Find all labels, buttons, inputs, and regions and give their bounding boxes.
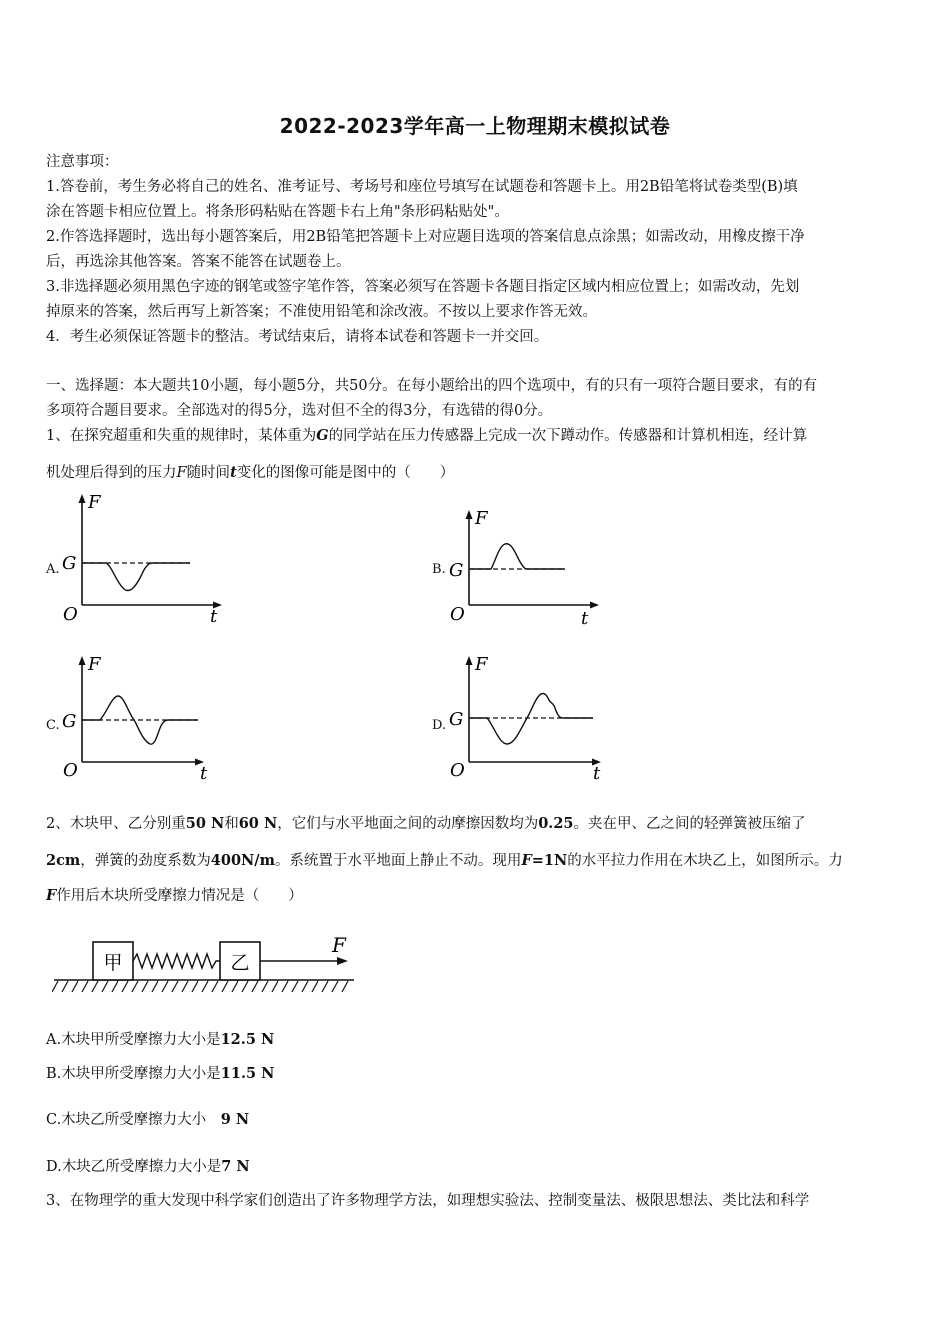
q1-c-y-label: F <box>88 654 101 675</box>
q2-line-3: F作用后木块所受摩擦力情况是（ ） <box>46 887 303 904</box>
q1-a-g-label: G <box>62 553 77 574</box>
q2-line-1: 2、木块甲、乙分别重50 N和60 N，它们与水平地面之间的动摩擦因数均为0.25。夹在甲、乙之间的轻弹簧被压缩了 <box>46 815 806 832</box>
q1-b-x-label: t <box>581 608 589 627</box>
q1-c-origin: O <box>63 760 78 781</box>
notice-line-6: 掉原来的答案，然后再写上新答案；不准使用铅笔和涂改液。不按以上要求作答无效。 <box>46 304 597 320</box>
notice-heading: 注意事项： <box>46 154 119 170</box>
notice-line-3: 2.作答选择题时，选出每小题答案后，用2B铅笔把答题卡上对应题目选项的答案信息点涂黑；如需改动，用橡皮擦干净 <box>46 229 805 245</box>
notice-line-4: 后，再选涂其他答案。答案不能答在试题卷上。 <box>46 254 351 270</box>
force-label: F <box>332 933 346 957</box>
q1-a-origin: O <box>63 604 78 625</box>
section-1-line-2: 多项符合题目要求。全部选对的得5分，选对但不全的得3分，有选错的得0分。 <box>46 403 553 419</box>
q3-line-1: 3、在物理学的重大发现中科学家们创造出了许多物理学方法，如理想实验法、控制变量法、极限思想法、类比法和科学 <box>46 1193 810 1209</box>
q2-figure <box>52 930 362 996</box>
q1-option-a-graph <box>58 490 228 625</box>
q1-line-1: 1、在探究超重和失重的规律时，某体重为G的同学站在压力传感器上完成一次下蹲动作。传感器和计算机相连，经计算 <box>46 427 808 444</box>
q1-d-y-label: F <box>475 654 488 675</box>
block-yi-label: 乙 <box>230 952 250 974</box>
q2-option-d: D.木块乙所受摩擦力大小是7 N <box>46 1158 250 1175</box>
q1-b-y-label: F <box>475 508 488 529</box>
notice-line-1: 1.答卷前，考生务必将自己的姓名、准考证号、考场号和座位号填写在试题卷和答题卡上。用2B铅笔将试卷类型(B)填 <box>46 179 798 195</box>
q2-option-a: A.木块甲所受摩擦力大小是12.5 N <box>46 1031 275 1048</box>
q1-a-y-label: F <box>88 492 101 513</box>
q1-option-c-label: C. <box>46 718 60 733</box>
q1-b-g-label: G <box>449 560 464 581</box>
q1-option-b-label: B. <box>432 562 446 577</box>
q1-d-x-label: t <box>593 763 601 782</box>
q1-b-origin: O <box>450 604 465 625</box>
q2-option-b: B.木块甲所受摩擦力大小是11.5 N <box>46 1065 275 1082</box>
q1-option-d-graph <box>445 650 615 782</box>
spring-icon <box>133 954 220 968</box>
q1-option-b-graph <box>445 502 605 627</box>
q1-option-c-graph <box>58 650 228 782</box>
q2-option-c: C.木块乙所受摩擦力大小 9 N <box>46 1111 250 1128</box>
q1-option-a-label: A. <box>46 562 60 577</box>
q1-line-2: 机处理后得到的压力F随时间t变化的图像可能是图中的（ ） <box>46 464 455 481</box>
page-title: 2022-2023学年高一上物理期末模拟试卷 <box>279 114 671 138</box>
notice-line-2: 涂在答题卡相应位置上。将条形码粘贴在答题卡右上角"条形码粘贴处"。 <box>46 204 509 220</box>
q2-line-2: 2cm，弹簧的劲度系数为400N/m。系统置于水平地面上静止不动。现用F=1N的水平拉力作用在木块乙上，如图所示。力 <box>46 852 843 869</box>
q1-d-g-label: G <box>449 709 464 730</box>
q1-c-g-label: G <box>62 711 77 732</box>
q1-d-origin: O <box>450 760 465 781</box>
q1-c-x-label: t <box>200 763 208 782</box>
section-1-line-1: 一、选择题：本大题共10小题，每小题5分，共50分。在每小题给出的四个选项中，有的只有一项符合题目要求，有的有 <box>46 378 818 394</box>
q1-option-d-label: D. <box>432 718 447 733</box>
q1-a-x-label: t <box>210 606 218 625</box>
block-jia-label: 甲 <box>103 952 123 974</box>
notice-line-5: 3.非选择题必须用黑色字迹的钢笔或签字笔作答，答案必须写在答题卡各题目指定区域内相应位置上；如需改动，先划 <box>46 279 800 295</box>
notice-line-7: 4．考生必须保证答题卡的整洁。考试结束后，请将本试卷和答题卡一并交回。 <box>46 329 549 345</box>
